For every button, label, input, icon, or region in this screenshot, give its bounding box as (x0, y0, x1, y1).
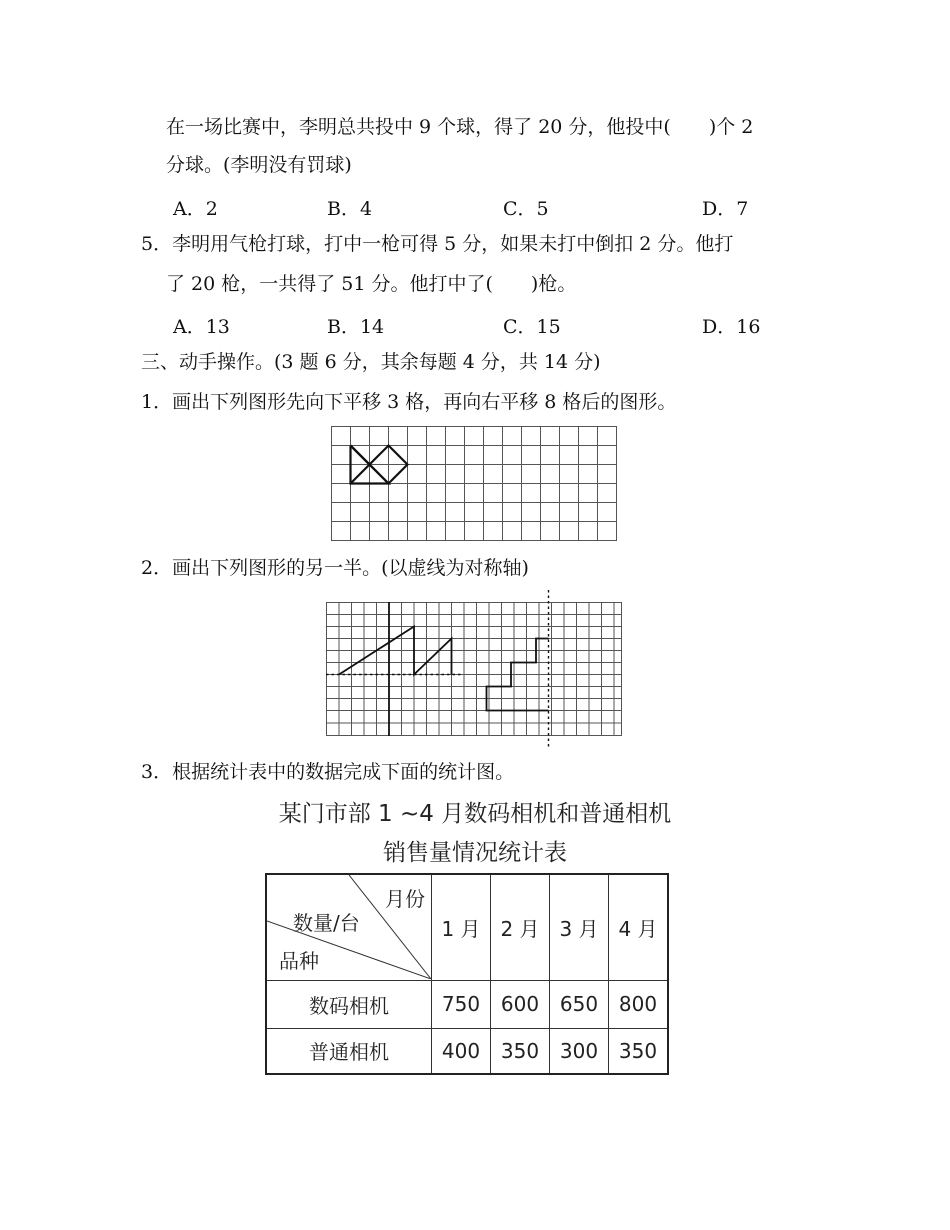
q5-option-a: A．13 (173, 316, 230, 338)
cell-ordinary-2: 350 (491, 1028, 550, 1074)
header-month-4: 4 月 (609, 874, 669, 980)
table-row (266, 1028, 668, 1074)
section3-heading: 三、动手操作。(3 题 6 分，其余每题 4 分，共 14 分) (141, 351, 601, 373)
section3-q2: 2．画出下列图形的另一半。(以虚线为对称轴) (141, 557, 529, 579)
sales-table (265, 873, 669, 1075)
table-title-line2: 销售量情况统计表 (383, 840, 567, 866)
translation-grid-svg (331, 426, 619, 542)
q5-option-b: B．14 (327, 316, 385, 338)
cell-ordinary-4: 350 (609, 1028, 669, 1074)
cell-ordinary-3: 300 (550, 1028, 609, 1074)
q5-option-d: D．16 (702, 316, 761, 338)
corner-kind-label: 品种 (279, 949, 319, 974)
cell-ordinary-1: 400 (432, 1028, 491, 1074)
q5-option-c: C．15 (503, 316, 561, 338)
cell-digital-2: 600 (491, 980, 550, 1028)
row-name-digital: 数码相机 (266, 980, 432, 1028)
section3-q1: 1．画出下列图形先向下平移 3 格，再向右平移 8 格后的图形。 (141, 391, 677, 413)
q4-option-d: D．7 (702, 198, 749, 220)
corner-qty-label: 数量/台 (293, 911, 360, 936)
q5-line1: 5．李明用气枪打球，打中一枪可得 5 分，如果未打中倒扣 2 分。他打 (141, 233, 734, 255)
table-row (266, 980, 668, 1028)
q4-option-c: C．5 (503, 198, 549, 220)
table-title-line1: 某门市部 1 ~4 月数码相机和普通相机 (278, 801, 672, 827)
row-name-ordinary: 普通相机 (266, 1028, 432, 1074)
translation-grid (331, 426, 619, 546)
section3-q3: 3．根据统计表中的数据完成下面的统计图。 (141, 761, 515, 783)
header-month-3: 3 月 (550, 874, 609, 980)
q4-line2: 分球。(李明没有罚球) (166, 154, 352, 176)
corner-month-label: 月份 (385, 887, 425, 912)
q4-line1: 在一场比赛中，李明总共投中 9 个球，得了 20 分，他投中( )个 2 (166, 116, 754, 138)
cell-digital-1: 750 (432, 980, 491, 1028)
table-corner-cell (266, 874, 432, 980)
header-month-2: 2 月 (491, 874, 550, 980)
symmetry-grid (325, 590, 625, 754)
q4-option-b: B．4 (327, 198, 373, 220)
header-month-1: 1 月 (432, 874, 491, 980)
cell-digital-4: 800 (609, 980, 669, 1028)
symmetry-grid-svg (325, 590, 625, 750)
cell-digital-3: 650 (550, 980, 609, 1028)
q5-line2: 了 20 枪，一共得了 51 分。他打中了( )枪。 (166, 273, 577, 295)
q4-option-a: A．2 (173, 198, 218, 220)
